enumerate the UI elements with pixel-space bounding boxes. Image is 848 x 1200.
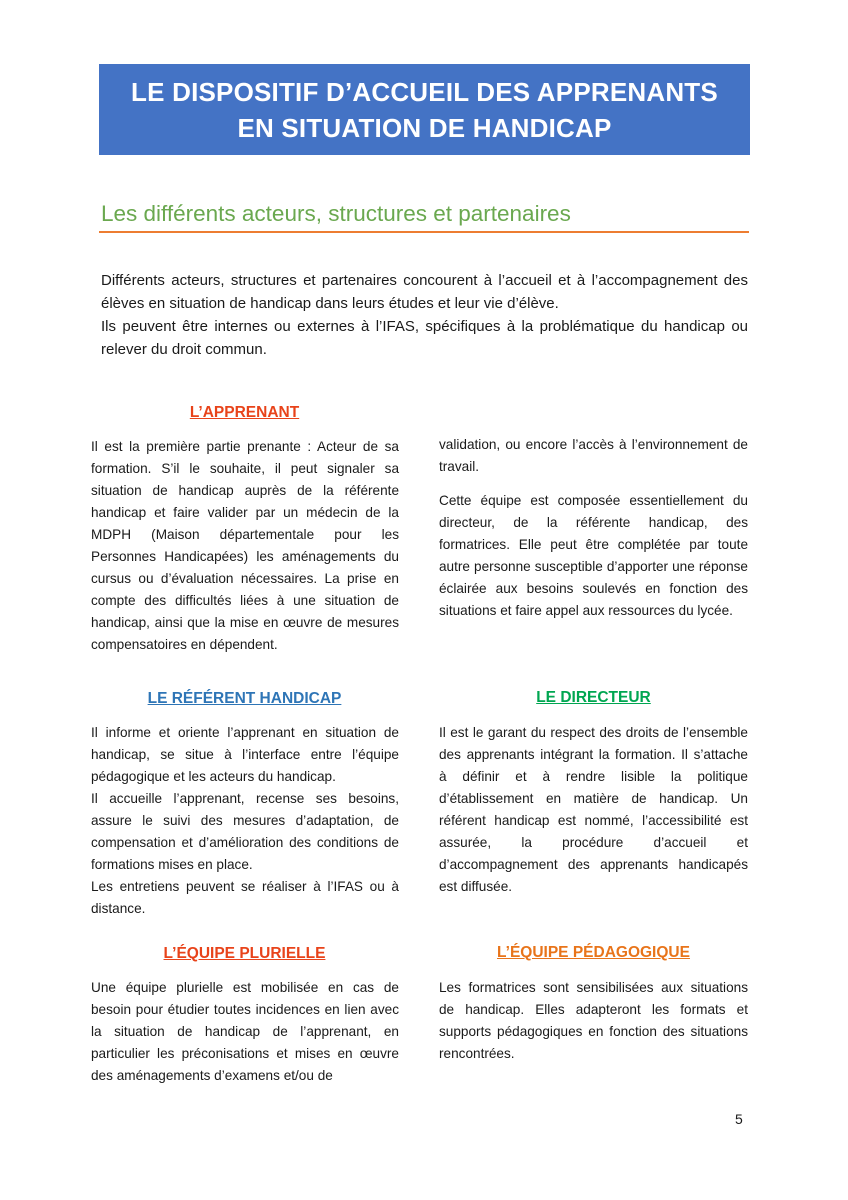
- referent-paragraph-2: Il accueille l’apprenant, recense ses besoins, assure le suivi des mesures d’adaptation, de compensation et d’amélioration des conditions de formations mises en place.: [91, 791, 399, 872]
- intro-text: [101, 269, 748, 361]
- equipe-plurielle-paragraph: Une équipe plurielle est mobilisée en cas de besoin pour étudier toutes incidences en lien avec la situation de handicap de l’apprenant, en particulier les préconisations et mises en œuvre des aménagements d’examens et/ou de: [91, 980, 399, 1083]
- equipe-pedagogique-text: [439, 977, 748, 1065]
- referent-paragraph-1: Il informe et oriente l’apprenant en situation de handicap, se situe à l’interface entre l’équipe pédagogique et les acteurs du handicap.: [91, 725, 399, 784]
- title-banner: [99, 64, 750, 155]
- referent-text: [91, 722, 399, 920]
- heading-directeur: LE DIRECTEUR: [536, 689, 651, 706]
- equipe-plurielle-cont-paragraph-1: validation, ou encore l’accès à l’environnement de travail.: [439, 437, 748, 474]
- intro-paragraph-2: Ils peuvent être internes ou externes à l’IFAS, spécifiques à la problématique du handicap ou relever du droit commun.: [101, 318, 748, 358]
- section-title: Les différents acteurs, structures et partenaires: [101, 201, 571, 226]
- banner-line-1: LE DISPOSITIF D’ACCUEIL DES APPRENANTS: [131, 76, 718, 107]
- equipe-plurielle-cont-paragraph-2: Cette équipe est composée essentiellement du directeur, de la référente handicap, des formatrices. Elle peut être complétée par toute autre personne susceptible d’apporter une réponse éclairée aux besoins soulevés en fonction des situations et faire appel aux ressources du lycée.: [439, 493, 748, 618]
- equipe-plurielle-text: [91, 977, 399, 1087]
- apprenant-paragraph: Il est la première partie prenante : Acteur de sa formation. S’il le souhaite, il peut signaler sa situation de handicap auprès de la référente handicap et faire valider par un médecin de la MDPH (Maison départementale pour les Personnes Handicapées) les aménagements du cursus ou d’évaluation nécessaires. La prise en compte des difficultés liées à une situation de handicap, ainsi que la mise en œuvre de mesures compensatoires en dépendent.: [91, 439, 399, 652]
- equipe-pedagogique-paragraph: Les formatrices sont sensibilisées aux situations de handicap. Elles adapteront les formats et supports pédagogiques en fonction des situations rencontrées.: [439, 980, 748, 1061]
- intro-paragraph-1: Différents acteurs, structures et partenaires concourent à l’accueil et à l’accompagnement des élèves en situation de handicap dans leurs études et leur vie d’élève.: [101, 272, 748, 312]
- apprenant-text: [91, 436, 399, 656]
- page-number: 5: [735, 1111, 743, 1127]
- directeur-paragraph: Il est le garant du respect des droits de l’ensemble des apprenants intégrant la formation. Il s’attache à définir et à rendre lisible la politique d’établissement en matière de handicap. Un référent handicap est nommé, l’accessibilité est assurée, la procédure d’accueil et d’accompagnement des apprenants handicapés est diffusée.: [439, 725, 748, 894]
- equipe-plurielle-continuation: [439, 434, 748, 622]
- heading-apprenant: L’APPRENANT: [189, 404, 300, 421]
- title-underline: [99, 231, 749, 233]
- heading-equipe-pedagogique: L’ÉQUIPE PÉDAGOGIQUE: [497, 944, 690, 961]
- referent-paragraph-3: Les entretiens peuvent se réaliser à l’IFAS ou à distance.: [91, 879, 399, 916]
- directeur-text: [439, 722, 748, 898]
- heading-equipe-plurielle: L’ÉQUIPE PLURIELLE: [163, 945, 326, 962]
- banner-line-2: EN SITUATION DE HANDICAP: [237, 112, 612, 143]
- heading-referent-handicap: LE RÉFÉRENT HANDICAP: [147, 690, 342, 707]
